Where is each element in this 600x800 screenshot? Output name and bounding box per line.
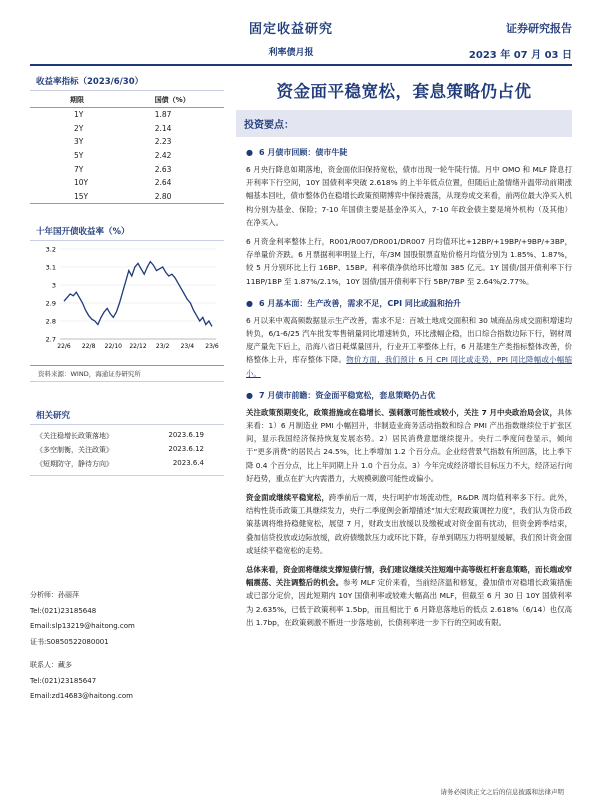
x-tick-label: 22/10: [104, 343, 122, 351]
series-line: [64, 262, 212, 327]
table-row: [30, 108, 224, 122]
y-tick-label: 3: [51, 281, 56, 290]
chart-source: 资料来源：WIND，海通证券研究所: [30, 365, 224, 382]
analyst-name: 分析师：孙丽萍: [30, 591, 79, 599]
y-tick-label: 2.9: [45, 299, 56, 308]
yield-term: 2Y: [74, 123, 84, 133]
yield-line-chart: [30, 241, 224, 359]
related-date: 2023.6.4: [172, 459, 204, 468]
related-title-text: 《短期防守，静待方向》: [36, 460, 113, 469]
yield-col-rate: 国债（%）: [115, 93, 224, 108]
key-points-banner: 投资要点：: [236, 110, 572, 137]
section-heading: ● 7 月债市前瞻：资金面平稳宽松，套息策略仍占优: [246, 390, 436, 400]
x-tick-label: 23/2: [155, 343, 170, 351]
yield-col-term: 期限: [30, 93, 115, 108]
table-row: [30, 190, 224, 204]
yield-term: 7Y: [74, 164, 84, 174]
y-tick-label: 3.2: [45, 245, 56, 254]
main-content: [236, 70, 572, 629]
contact-name: 联系人：藏多: [30, 661, 72, 669]
yield-table-header: [30, 93, 224, 108]
section-paragraph: 资金面或继续平稳宽松，跨季前后一周，央行呵护市场流动性，R&DR 周均值利率多下行。此外，结构性货币政策工具继续发力，央行二季度例会新增描述“加大宏观政策调控力度”，我们认为货币政策基调将维持稳健宽松，展望 7 月，财政支出放缓以及缴税或对资金面有扰动，但资金跨季结束，叠加信贷投放或边际放缓，政府债缴款压力或环比下降，存单到期压力将明显缓解，我们预计资金面或延续平稳宽松的走势。: [246, 493, 572, 555]
yield-rate: 2.42: [154, 151, 172, 161]
section-heading: ● 6 月债市回顾：债市牛陡: [246, 148, 348, 157]
report-date: 2023 年 07 月 03 日: [468, 50, 572, 61]
related-title: 相关研究: [30, 404, 224, 425]
report-title: 资金面平稳宽松，套息策略仍占优: [276, 82, 532, 101]
yield-table: [30, 93, 224, 204]
related-research: [30, 404, 224, 476]
yield-rate: 2.63: [154, 164, 172, 174]
bullet-icon: ●: [246, 298, 253, 308]
yield-rate: 2.14: [154, 123, 172, 133]
yield-rate: 2.23: [154, 137, 172, 147]
x-tick-label: 22/12: [129, 343, 147, 351]
section-paragraph: 6 月以来中观高频数据显示生产改善，需求不足：百城土地成交面积和 30 城商品房成交面积增速均转负，6/1-6/25 汽车批发零售销量同比增速转负，环比涨幅企稳，出口综合指数边际下行，钢材周度产量先下后上，沿海八省日耗煤量回升，行业开工率整体上行，6 月基建生产类指标整体改善，价格整体上升，库存整体下降。物价方面，我们预计 6 月 CPI 同比或走势，PPI 同比降幅或小幅缩小。: [246, 315, 572, 378]
yield-chart-block: [30, 220, 224, 382]
bullet-icon: ●: [246, 148, 253, 157]
yield-term: 15Y: [30, 190, 115, 204]
analyst-tel: Tel:(021)23185648: [30, 606, 97, 615]
yield-rate: 2.80: [115, 190, 224, 204]
related-item[interactable]: [30, 443, 224, 457]
disclaimer-footer: 请务必阅读正文之后的信息披露和法律声明: [440, 788, 564, 796]
x-tick-label: 23/6: [205, 343, 219, 351]
yield-term: 1Y: [74, 110, 84, 120]
y-tick-label: 3.1: [45, 263, 56, 272]
analyst-info: [30, 588, 224, 705]
report-header-right: [469, 20, 572, 61]
section-paragraph: 总体来看，资金面将继续支撑短债行情，我们建议继续关注短端中高等级杠杆套息策略，而长端或窄幅震荡、关注调整后的机会。参考 MLF 定价来看，当前经济温和修复，叠加债市对稳增长政策措施或已部分定价，因此短期内 10Y 国债利率或较难大幅高出 MLF，但截至 6 月 30 日 10Y 国债利率为 2.635%，已低于政策利率 1.5bp，而且相比于 6 月降息落地后的低点 2.618%（6/14）也仅高出 1.7bp，在政策刺激不断进一步落地前，长债利率进一步下行的空间或有限。: [246, 565, 572, 627]
yield-term: 10Y: [74, 178, 89, 188]
table-row: [30, 135, 224, 149]
header-divider: [30, 64, 572, 66]
related-date: 2023.6.19: [168, 431, 204, 440]
table-row: [30, 149, 224, 163]
report-subcategory: 利率债月报: [268, 48, 314, 58]
contact-email[interactable]: Email:zd14683@haitong.com: [30, 692, 133, 700]
yield-table-title: 收益率指标（2023/6/30）: [30, 70, 224, 91]
related-item[interactable]: [30, 457, 224, 471]
chart-title: 十年国开债收益率（%）: [30, 220, 224, 241]
section-paragraph: 6 月央行降息如期落地，资金面依旧保持宽松，债市出现一轮牛陡行情。月中 OMO 和 MLF 降息打开利率下行空间，10Y 国债利率突破 2.618% 的上半年低点位置，但随后止盈情绪升温带动前期涨幅基本回吐，债市整体仍在稳增长政策预期博弈中保持震荡，从现券成交来看，前两位最大净买入机构分别为基金、保险；7-10 年国债主要是基金净买入，7-10 年政金债主要是境外机构（及其他）在净买入。: [246, 165, 572, 227]
section-paragraph: 关注政策预期变化，政策措施或在稳增长、强刺激可能性或较小，关注 7 月中央政治局会议，具体来看：1）6 月制造业 PMI 小幅回升，非制造业商务活动指数和综合 PMI 产出指数继续位于扩张区间，显示我国经济保持恢复发展态势。2）居民消费意愿继续提升。央行二季度问卷显示，倾向于“更多消费”的居民占 24.5%，比上季增加 1.2 个百分点。企业经营景气指数有所回落，比上季下降 0.4 个百分点，比上年同期上升 1.0 个百分点。3）今年完成经济增长目标压力不大，经济运行向好趋势，重点在扩大内需潜力，大规模刺激可能性或偏小。: [246, 407, 572, 483]
table-row: [30, 176, 224, 190]
related-date: 2023.6.12: [168, 445, 204, 454]
x-tick-label: 23/4: [180, 343, 195, 351]
yield-rate: 2.64: [154, 178, 172, 188]
related-item[interactable]: [30, 429, 224, 443]
analyst-email[interactable]: Email:slp13219@haitong.com: [30, 622, 135, 630]
yield-term: 3Y: [74, 137, 84, 147]
yield-term: 5Y: [74, 151, 84, 161]
x-tick-label: 22/8: [81, 343, 96, 351]
table-row: [30, 162, 224, 176]
report-category: 固定收益研究: [248, 22, 333, 37]
y-tick-label: 2.8: [45, 317, 56, 326]
highlight-text: 物价方面，我们预计 6 月 CPI 同比或走势，PPI 同比降幅或小幅缩小。: [246, 355, 572, 378]
analyst-cert: 证书:S0850522080001: [30, 637, 109, 646]
bullet-icon: ●: [246, 390, 253, 400]
sidebar: [30, 70, 224, 476]
report-header-left: [246, 18, 336, 58]
section-heading: ● 6 月基本面：生产改善，需求不足，CPI 同比或温和抬升: [246, 298, 461, 308]
x-tick-label: 22/6: [57, 343, 71, 351]
yield-rate: 1.87: [154, 110, 172, 120]
report-type: 证券研究报告: [506, 22, 572, 35]
y-tick-label: 2.7: [45, 335, 56, 344]
contact-tel: Tel:(021)23185647: [30, 676, 97, 685]
related-title-text: 《多空制衡，关注政策》: [36, 446, 113, 455]
section-paragraph: 6 月资金利率整体上行，R001/R007/DR001/DR007 月均值环比+12BP/+19BP/+9BP/+3BP，存单量价齐跌。6 月票据利率明显上行，年/3M 国股银票直贴价格月均值分别为 1.85%、1.87%，较 5 月分别环比上行 16BP、15BP。利率债净供给环比增加 385 亿元。1Y 国债/国开债利率下行 11BP/1BP 至 1.87%/2.1%，10Y 国债/国开债利率下行 5BP/7BP 至 2.64%/2.77%。: [246, 237, 572, 286]
table-row: [30, 122, 224, 136]
related-title-text: 《关注稳增长政策落地》: [36, 432, 113, 441]
